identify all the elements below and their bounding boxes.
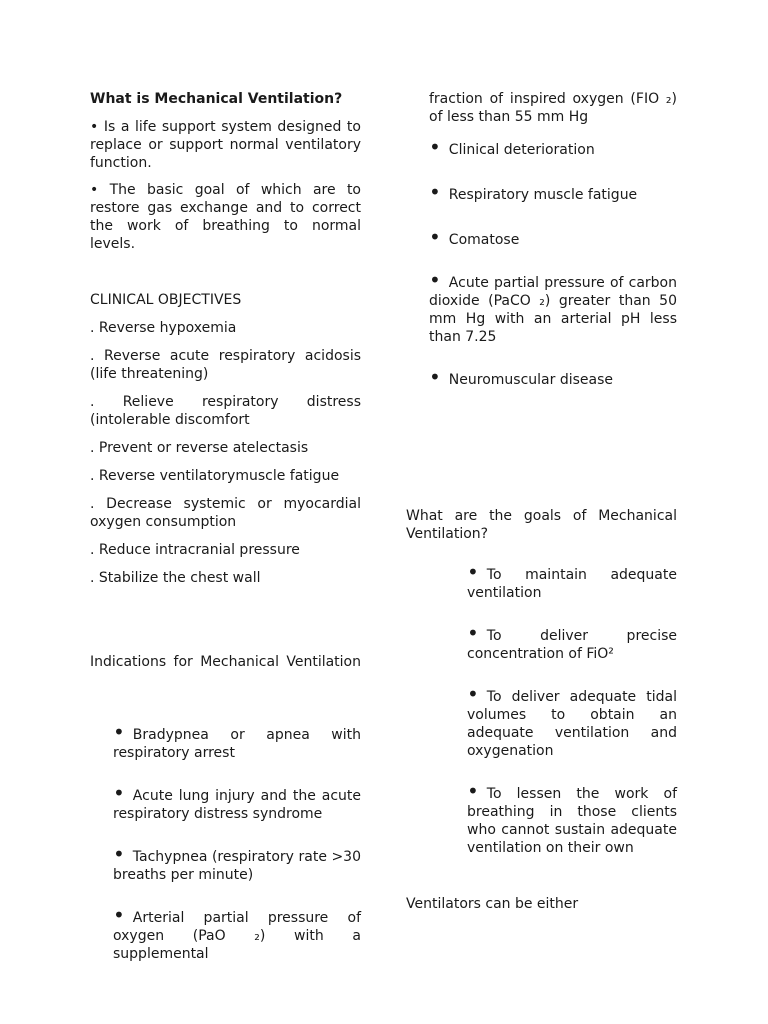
page-title: What is Mechanical Ventilation? bbox=[90, 91, 343, 107]
list-item-text: Comatose bbox=[448, 232, 520, 248]
list-item bbox=[429, 225, 677, 249]
goals-heading: What are the goals of Mechanical Ventilation? bbox=[406, 508, 677, 542]
objective-item: . Stabilize the chest wall bbox=[90, 570, 261, 586]
bullet-icon: • bbox=[429, 225, 441, 249]
list-item-text: Clinical deterioration bbox=[448, 142, 595, 158]
goals-list bbox=[467, 560, 677, 857]
list-item-text: Acute partial pressure of carbon dioxide (PaCO ₂) greater than 50 mm Hg with an arterial pH less than 7.25 bbox=[429, 275, 677, 345]
list-item-text: Respiratory muscle fatigue bbox=[448, 187, 638, 203]
list-item bbox=[429, 180, 677, 204]
list-item-text: Tachypnea (respiratory rate >30 breaths per minute) bbox=[113, 849, 361, 883]
right-column bbox=[406, 90, 677, 913]
indications-list bbox=[113, 720, 361, 963]
list-item bbox=[467, 560, 677, 602]
list-item-text: To lessen the work of breathing in those clients who cannot sustain adequate ventilation on their own bbox=[467, 786, 677, 856]
intro-paragraph-1: • Is a life support system designed to replace or support normal ventilatory function. bbox=[90, 119, 361, 171]
continued-paragraph: fraction of inspired oxygen (FIO ₂) of less than 55 mm Hg bbox=[429, 91, 677, 125]
list-item bbox=[429, 365, 677, 389]
bullet-icon: • bbox=[429, 365, 441, 389]
objective-item: . Reverse ventilatorymuscle fatigue bbox=[90, 468, 340, 484]
bullet-icon: • bbox=[429, 180, 441, 204]
list-item-text: Arterial partial pressure of oxygen (PaO ₂) with a supplemental bbox=[113, 910, 361, 962]
list-item bbox=[467, 682, 677, 760]
left-column bbox=[90, 90, 361, 963]
list-item-text: Acute lung injury and the acute respiratory distress syndrome bbox=[113, 788, 361, 822]
list-item bbox=[113, 903, 361, 963]
list-item bbox=[113, 781, 361, 823]
list-item bbox=[429, 268, 677, 346]
objective-item: . Relieve respiratory distress (intolerable discomfort bbox=[90, 394, 361, 428]
bullet-icon: • bbox=[429, 135, 441, 159]
list-item-text: To maintain adequate ventilation bbox=[467, 567, 677, 601]
list-item-text: To deliver precise concentration of FiO² bbox=[467, 628, 677, 662]
bullet-icon: • bbox=[467, 560, 479, 584]
list-item-text: Bradypnea or apnea with respiratory arrest bbox=[113, 727, 361, 761]
bullet-icon: • bbox=[429, 268, 441, 292]
list-item bbox=[113, 720, 361, 762]
list-item-text: Neuromuscular disease bbox=[448, 372, 613, 388]
bullet-icon: • bbox=[467, 682, 479, 706]
objective-item: . Reduce intracranial pressure bbox=[90, 542, 300, 558]
objective-item: . Reverse hypoxemia bbox=[90, 320, 237, 336]
indications-heading: Indications for Mechanical Ventilation bbox=[90, 654, 361, 670]
list-item bbox=[467, 779, 677, 857]
bullet-icon: • bbox=[113, 903, 125, 927]
bullet-icon: • bbox=[467, 779, 479, 803]
bullet-icon: • bbox=[113, 720, 125, 744]
objective-item: . Prevent or reverse atelectasis bbox=[90, 440, 309, 456]
list-item-text: To deliver adequate tidal volumes to obtain an adequate ventilation and oxygenation bbox=[467, 689, 677, 759]
indications-continued-list bbox=[429, 135, 677, 389]
list-item bbox=[429, 135, 677, 159]
bullet-icon: • bbox=[467, 621, 479, 645]
list-item bbox=[467, 621, 677, 663]
bullet-icon: • bbox=[113, 781, 125, 805]
bullet-icon: • bbox=[113, 842, 125, 866]
objectives-heading: CLINICAL OBJECTIVES bbox=[90, 292, 242, 308]
closing-line: Ventilators can be either bbox=[406, 896, 579, 912]
objective-item: . Reverse acute respiratory acidosis (life threatening) bbox=[90, 348, 361, 382]
objective-item: . Decrease systemic or myocardial oxygen consumption bbox=[90, 496, 361, 530]
intro-paragraph-2: • The basic goal of which are to restore gas exchange and to correct the work of breathing to normal levels. bbox=[90, 182, 361, 252]
list-item bbox=[113, 842, 361, 884]
